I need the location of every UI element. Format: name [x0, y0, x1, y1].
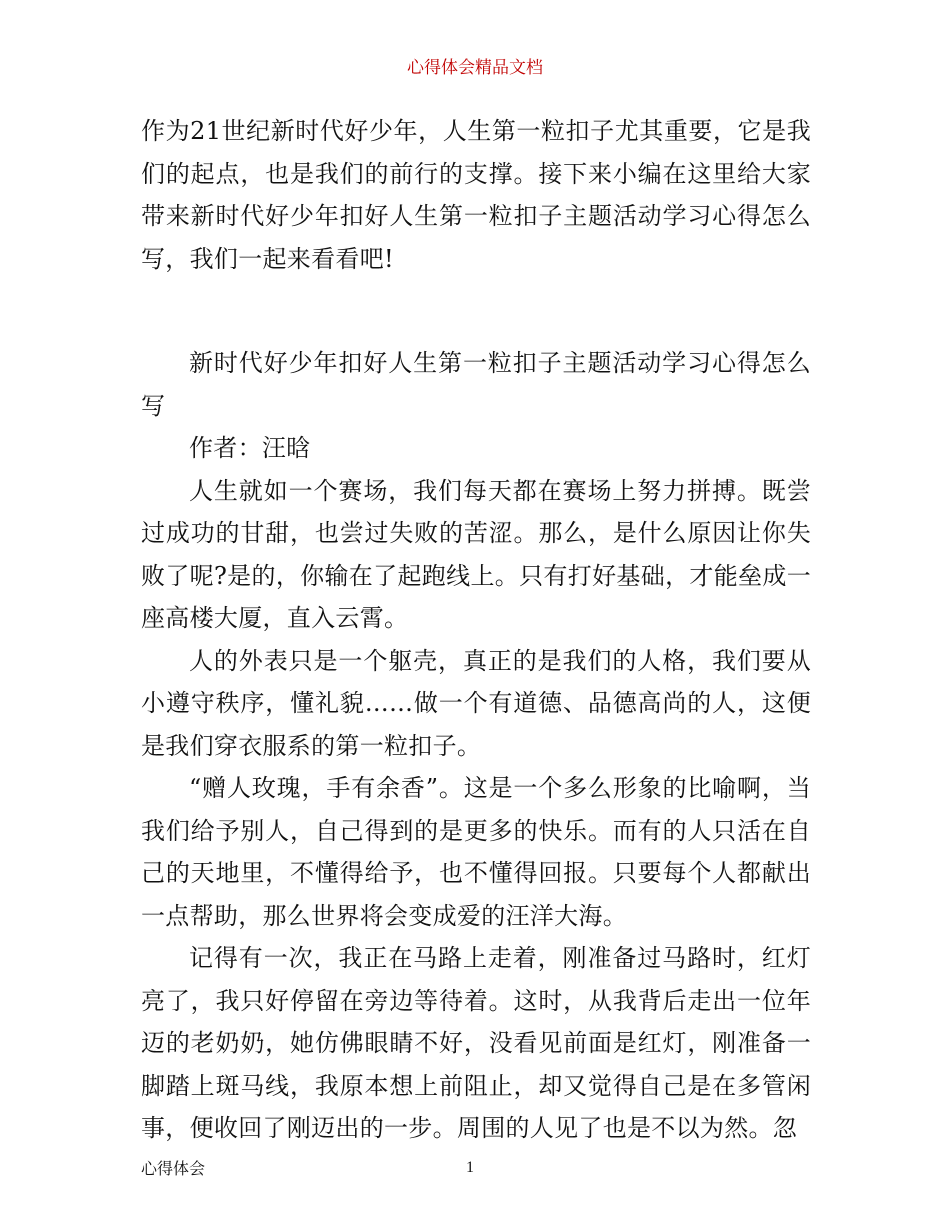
page-number: 1	[466, 1159, 474, 1176]
article-author: 作者：汪晗	[189, 434, 311, 462]
body-paragraph-4: 记得有一次，我正在马路上走着，刚准备过马路时，红灯亮了，我只好停留在旁边等待着。这时，从我背后走出一位年迈的老奶奶，她仿佛眼睛不好，没看见前面是红灯，刚准备一脚踏上斑马线，我原本想上前阻止，却又觉得自己是在多管闲事，便收回了刚迈出的一步。周围的人见了也是不以为然。忽	[141, 944, 811, 1142]
body-paragraph-3: “赠人玫瑰，手有余香”。这是一个多么形象的比喻啊，当我们给予别人，自己得到的是更多的快乐。而有的人只活在自己的天地里，不懂得给予，也不懂得回报。只要每个人都献出一点帮助，那么世界将会变成爱的汪洋大海。	[141, 774, 811, 930]
body-paragraph-1: 人生就如一个赛场，我们每天都在赛场上努力拼搏。既尝过成功的甘甜，也尝过失败的苦涩。那么，是什么原因让你失败了呢?是的，你输在了起跑线上。只有打好基础，才能垒成一座高楼大厦，直入云霄。	[141, 476, 811, 632]
intro-paragraph: 作为21世纪新时代好少年，人生第一粒扣子尤其重要，它是我们的起点，也是我们的前行的支撑。接下来小编在这里给大家带来新时代好少年扣好人生第一粒扣子主题活动学习心得怎么写，我们一起来看看吧!	[141, 117, 811, 273]
footer-label: 心得体会	[141, 1159, 206, 1178]
document-header: 心得体会精品文档	[407, 58, 543, 78]
article-title: 新时代好少年扣好人生第一粒扣子主题活动学习心得怎么写	[141, 349, 811, 420]
section-gap	[141, 280, 811, 342]
document-body	[141, 110, 811, 1150]
body-paragraph-2: 人的外表只是一个躯壳，真正的是我们的人格，我们要从小遵守秩序，懂礼貌……做一个有道德、品德高尚的人，这便是我们穿衣服系的第一粒扣子。	[141, 646, 811, 760]
